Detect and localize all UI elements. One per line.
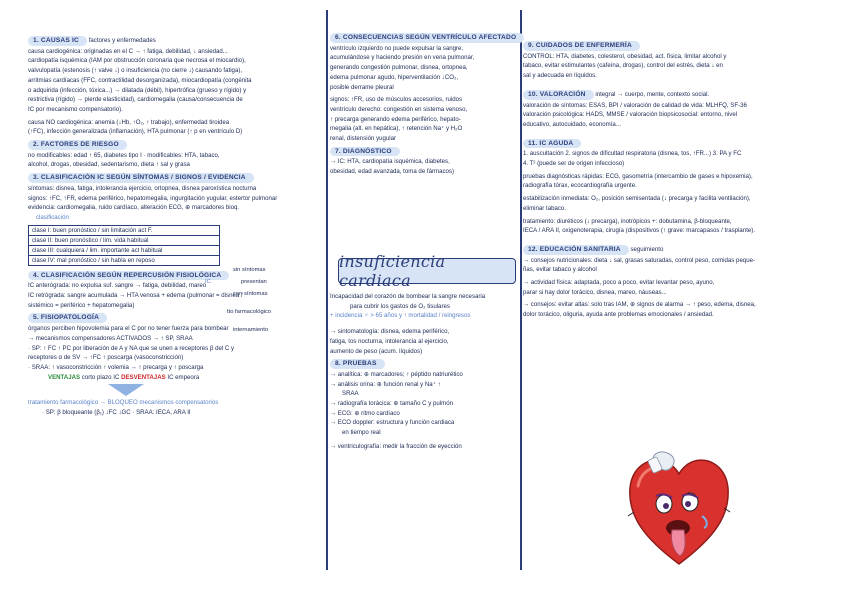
section-header-pruebas: 8. PRUEBAS [330, 359, 385, 369]
arrow-down-icon [108, 384, 144, 396]
text-line: IC retrógrada: sangre acumulada → HTA venosa + edema (pulmonar = disnea / [28, 292, 243, 300]
text-line: sistémico = periférico + hepatomegalia) [28, 301, 135, 309]
table-row: clase I: buen pronóstico / sin limitación act F. [29, 226, 219, 236]
text-line: síntomas: disnea, fatiga, intolerancia ejercicio, ortopnea, disnea paroxística nocturna [28, 184, 257, 192]
diagram-node: con síntomas [233, 291, 268, 297]
page-title: insuficiencia cardiaca [339, 252, 446, 290]
text-line: posible derrame pleural [330, 83, 394, 91]
text-line: para cubrir los gastos de O₂ tisulares [350, 302, 450, 310]
classification-label: clasificación [36, 213, 69, 221]
text-line: → ventriculografía: medir la fracción de eyección [330, 442, 462, 450]
text-line: causa NO cardiogénica: anemia (↓Hb, ↑O₂, ↑ trabajo), enfermedad tiroidea [28, 118, 230, 126]
text-line: eliminar tabaco. [523, 204, 567, 212]
divider [520, 10, 522, 570]
text-fragment: corto plazo IC [81, 373, 120, 381]
text-line: SRAA [342, 390, 359, 398]
text-line: evidencia: cardiomegalia, ruido cardíaco, alteración ECG, ⊕ marcadores bioq. [28, 204, 240, 212]
text-line: → consejos: evitar altas: solo tras IAM, ⊕ signos de alarma → ↑ peso, edema, disnea, [523, 301, 756, 309]
section-header-factores: 2. FACTORES DE RIESGO [28, 140, 127, 150]
text-line: en tiempo real [342, 429, 381, 437]
section-header-aguda: 11. IC AGUDA [523, 139, 581, 149]
text-line: → análisis orina: ⊕ función renal y Na⁺ ↑ [330, 380, 441, 388]
text-line: aumento de peso (acum. líquidos) [330, 347, 423, 355]
text-line: → mecanismos compensadores ACTIVADOS → ↑ SP, SRAA [28, 334, 193, 342]
section-header-clasificacion: 3. CLASIFICACIÓN IC SEGÚN SÍNTOMAS / SIGNOS / EVIDENCIA [28, 173, 254, 183]
classification-table [28, 225, 220, 266]
text-line: fatiga, tos nocturna, intolerancia al ejercicio, [330, 337, 449, 345]
diagram-node: presentan [241, 279, 267, 285]
diagram-node: sin síntomas [233, 267, 266, 273]
text-line: causa cardiogénica: originadas en el C → ↑ fatiga, debilidad, ↓ ansiedad... [28, 47, 228, 55]
text-line: parar si hay dolor torácico, disnea, mareo, náuseas... [523, 288, 667, 296]
section-header-causas: 1. CAUSAS IC [28, 36, 87, 46]
text-line: educativo, autocuidado, economía... [523, 120, 621, 128]
text-line: IECA / ARA II, oxigenoterapia, cirugía (dispositivos (↑ grave: marcapasos / trasplante). [523, 227, 756, 235]
sick-heart-illustration [624, 446, 734, 572]
text-line: valoración psicológica: HADS, MMSE / valoración biopsicosocial: entorno, nivel [523, 111, 738, 119]
text-line: dolor torácico, oliguria, ayuda ante problemas emocionales / ansiedad. [523, 311, 714, 319]
section-subheader: seguimiento [630, 245, 664, 253]
text-line: → ECG: ⊕ ritmo cardíaco [330, 409, 400, 417]
section-subheader: factores y enfermedades [88, 37, 156, 44]
text-line: tratamiento: diuréticos (↓ precarga), inotrópicos +: dobutamina, β-bloqueante, [523, 217, 732, 225]
text-line: ventrículo derecho: congestión en sistema venoso, [330, 105, 468, 113]
text-line: tabaco, evitar estimulantes (cafeína, drogas), control del estrés, dieta ↓ en [523, 62, 723, 70]
section-subheader: integral → cuerpo, mente, contexto social. [595, 90, 710, 98]
text-line: tratamiento farmacológico → BLOQUEO mecanismos compensatorios [28, 399, 219, 407]
section-header-consecuencias: 6. CONSECUENCIAS SEGÚN VENTRÍCULO AFECTADO [330, 33, 524, 43]
text-line: cardiopatía isquémica (IAM por obstrucción coronaria que necrosa el miocardio), [28, 57, 246, 65]
text-line: acumulándose y haciendo presión en vena pulmonar, [330, 54, 475, 62]
text-line: IC anterógrada: no expulsa suf. sangre → fatiga, debilidad, mareo [28, 282, 207, 290]
section-header-cuidados: 9. CUIDADOS DE ENFERMERÍA [523, 41, 640, 51]
text-line: restrictiva (rígido) → pierde elasticidad), cardiomegalia (causa/consecuencia de [28, 96, 243, 104]
text-line: ventrículo izquierdo no puede expulsar la sangre, [330, 44, 464, 52]
section-header-sanitaria: 12. EDUCACIÓN SANITARIA [523, 245, 629, 255]
text-line: valoración de síntomas: ESAS, BPI / valoración de calidad de vida: MLHFQ, SF-36 [523, 101, 747, 109]
diagram-node: internamiento [233, 327, 269, 333]
text-line: receptores α de SV → ↑FC ↑ poscarga (vasoconstricción) [28, 354, 184, 362]
text-line: → radiografía torácica: ⊕ tamaño C y pulmón [330, 400, 453, 408]
text-line: edema pulmonar agudo, hiperventilación ↓CO₂, [330, 73, 459, 81]
text-line: ñas, evitar tabaco y alcohol [523, 266, 597, 274]
text-line: (↑FC), infección generalizada (inflamación), HTA pulmonar (↑ p en ventrículo D) [28, 128, 243, 136]
text-line: o adquirida (infección, tóxica...) → dilatada (débil), hipertrófica (grueso y rígido) y [28, 86, 247, 94]
text-line: → actividad física: adaptada, poco a poco, evitar levantar peso, ayuno, [523, 279, 715, 287]
text-line: 4. T² (puede ser de origen infeccioso) [523, 160, 625, 168]
section-header-valoracion: 10. VALORACIÓN [523, 90, 594, 100]
text-line: obesidad, edad avanzada, toma de fármacos) [330, 168, 454, 176]
text-line: signos: ↑FR, uso de músculos accesorios, ruidos [330, 96, 463, 104]
section-header-fisio: 5. FISIOPATOLOGÍA [28, 313, 107, 323]
text-line: CONTROL: HTA, diabetes, colesterol, obesidad, act. física, limitar alcohol y [523, 52, 727, 60]
table-row: clase II: buen pronóstico / lim. vida habitual [29, 236, 219, 246]
text-line: · SRAA: ↑ vasoconstricción ↑ volemia → ↑ precarga y ↑ poscarga [28, 363, 204, 371]
column-middle-lower [330, 292, 517, 572]
text-line: pruebas diagnósticas rápidas: ECG, gasometría (intercambio de gases e hipoxemia), [523, 172, 753, 180]
text-line: 1. auscultación 2. signos de dificultad respiratoria (disnea, tos, ↑FR...) 3. PA y FC [523, 150, 742, 158]
text-line: → analítica: ⊕ marcadores; ↑ péptido natriurético [330, 370, 463, 378]
desventajas-label: DESVENTAJAS [121, 373, 166, 381]
section-header-diagnostico: 7. DIAGNÓSTICO [330, 147, 400, 157]
text-line: estabilización inmediata: O₂, posición semisentada (↓ precarga y facilita ventilación), [523, 195, 751, 203]
section-header-perfusion: 4. CLASIFICACIÓN SEGÚN REPERCUSIÓN FISIOLÓGICA [28, 271, 229, 281]
text-line: signos: ↑FC, ↑FR, edema periférico, hepatomegalia, ingurgitación yugular, estertor pulmonar [28, 194, 278, 202]
ic-label: IC [205, 279, 211, 285]
ventajas-label: VENTAJAS [48, 373, 81, 381]
text-line: → ECO doppler: estructura y función cardiaca [330, 419, 455, 427]
text-line: alcohol, drogas, obesidad, sedentarismo, dieta ↑ sal y grasa [28, 161, 190, 169]
text-line: → consejos nutricionales: dieta ↓ sal, grasas saturadas, control peso, comidas peque- [523, 256, 756, 264]
text-line: órganos perciben hipovolemia para el C por no tener fuerza para bombear [28, 325, 229, 333]
text-fragment: IC empeora [167, 373, 200, 381]
text-line: sal y adecuada en líquidos. [523, 72, 597, 80]
text-line: no modificables: edad ↑ 65, diabetes tipo I · modificables: HTA, tabaco, [28, 151, 220, 159]
ic-diagram [205, 266, 325, 346]
text-line: renal, distensión yugular [330, 135, 397, 143]
table-row: clase III: cualquiera / lim. importante act habitual [29, 246, 219, 256]
table-row: clase IV: mal pronóstico / sin habla en reposo [32, 256, 155, 264]
text-line: radiografía tórax, ecocardiografía urgente. [523, 182, 637, 190]
text-line: megalia (alt. en hepática), ↑ retención Na⁺ y H₂O [330, 125, 463, 133]
diagram-node: tto farmacológico [227, 309, 272, 315]
text-line: · SP: β bloqueante (β₁) ↓FC ↓GC · SRAA: IECA, ARA II [42, 409, 191, 417]
text-line: Incapacidad del corazón de bombear la sangre necesaria [330, 293, 486, 300]
text-line: IC por mecanismo compensatorio). [28, 105, 123, 113]
divider [326, 10, 328, 570]
text-line: → sintomatología: disnea, edema periférico, [330, 328, 450, 336]
text-line: ↑ precarga generando edema periférico, hepato- [330, 115, 461, 123]
text-line: generando congestión pulmonar, disnea, ortopnea, [330, 64, 468, 72]
text-line: valvulopatía (estenosis (↑ valve ↓) o insuficiencia (no cierre ↓) causando fatiga), [28, 67, 243, 75]
text-line: · SP: ↑ FC ↑ PC por liberación de A y NA que se unen a receptores β del C y [28, 344, 235, 352]
text-line: arritmias cardíacas (FFC, contractilidad desorganizada), miocardiopatía (congénita [28, 76, 252, 84]
title-banner [338, 252, 516, 290]
text-line: + incidencia ♂ > 65 años y ↑ mortalidad / reingresos [330, 312, 471, 320]
text-line: → IC: HTA, cardiopatía isquémica, diabetes, [330, 158, 450, 166]
